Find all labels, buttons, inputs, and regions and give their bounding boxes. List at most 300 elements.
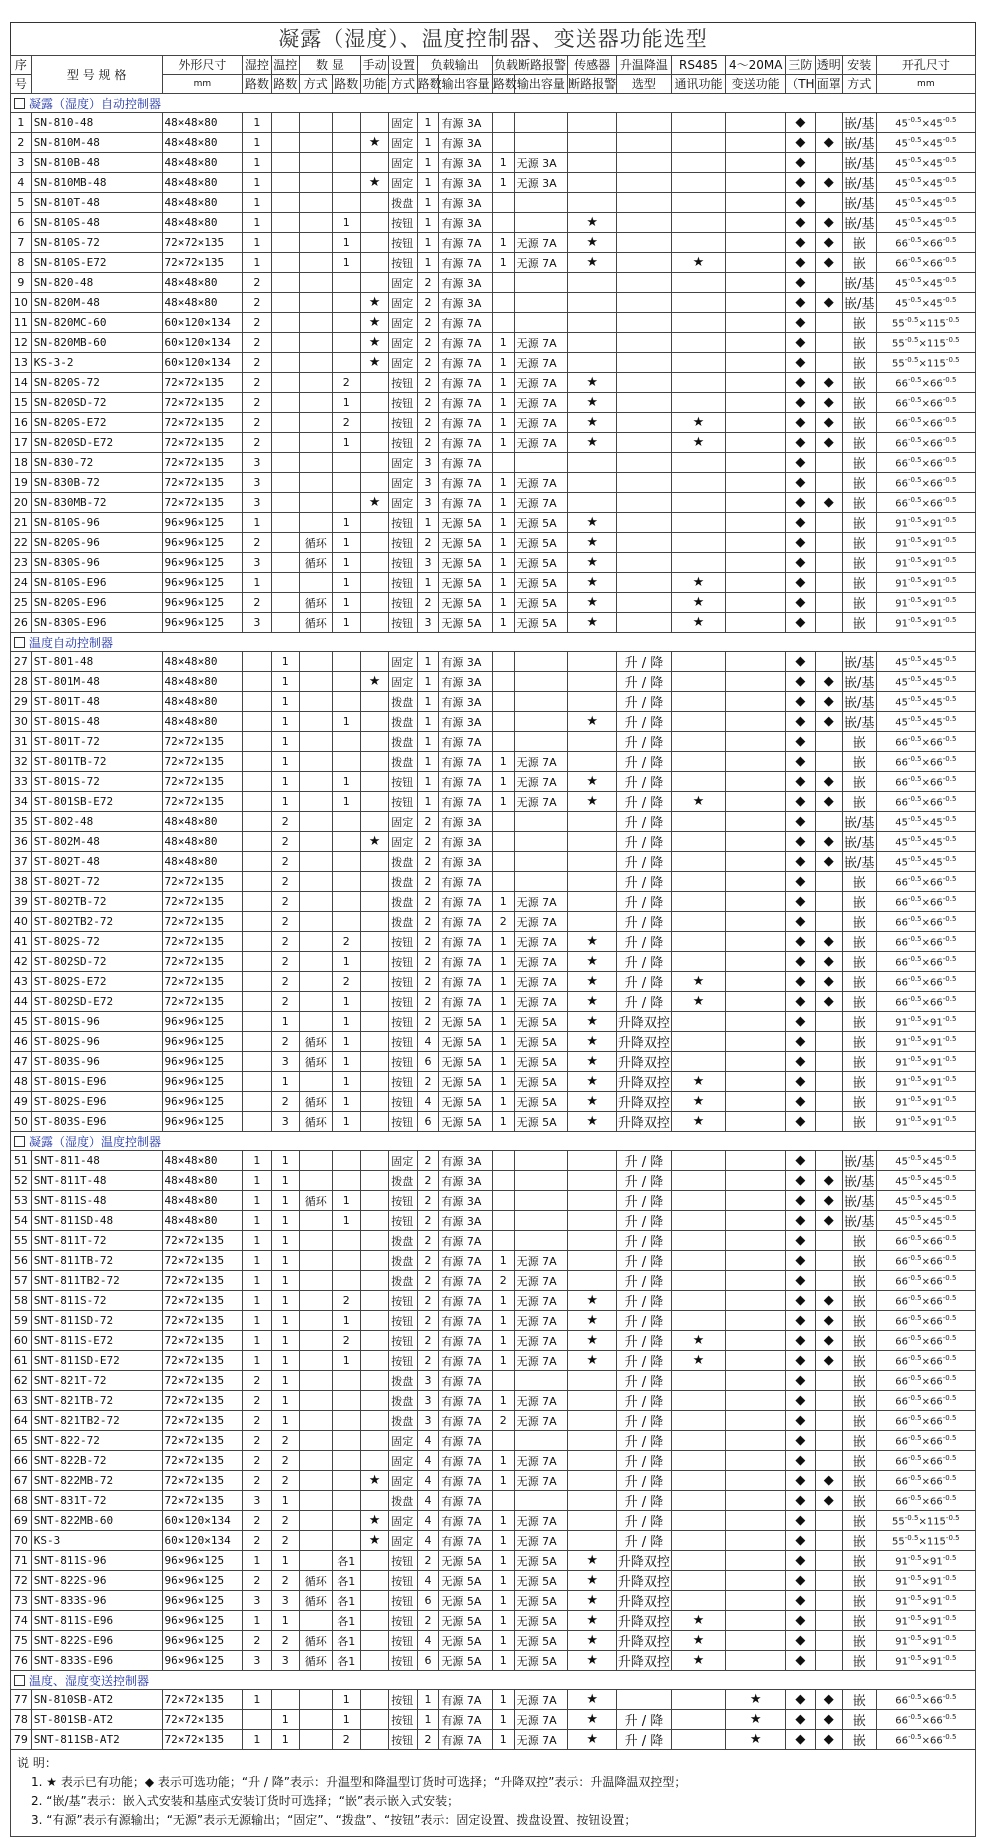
table-cell: 1 [492,433,514,453]
table-cell: ST-802S-96 [31,1032,162,1052]
table-cell: ★ [568,972,617,992]
table-cell: 35 [11,812,32,832]
table-cell [876,1351,975,1371]
table-cell: 4 [417,1471,439,1491]
tolerance: -0.5 [942,195,957,204]
cutout-width: 66 [895,977,908,989]
table-cell: ◆ [786,1211,815,1231]
table-cell [332,153,360,173]
table-cell [243,812,271,832]
table-cell [876,1052,975,1072]
table-cell [617,353,672,373]
table-cell: 2 [417,1151,439,1171]
table-cell: ★ [568,712,617,732]
tolerance: -0.5 [942,1613,957,1622]
tolerance: -0.5 [942,1692,957,1701]
table-cell [299,692,332,712]
cutout-width: 91 [895,578,908,590]
table-cell [568,912,617,932]
table-cell: 2 [417,1291,439,1311]
table-cell [492,293,514,313]
table-cell [360,233,388,253]
tolerance: -0.5 [942,215,957,224]
table-cell [360,1291,388,1311]
table-cell [492,712,514,732]
table-cell: 嵌/基 [842,1211,876,1231]
table-cell: 无源 5A [439,513,492,533]
table-cell [332,473,360,493]
table-cell: SNT-811S-72 [31,1291,162,1311]
table-cell: 嵌 [842,493,876,513]
table-cell: 1 [243,573,271,593]
table-cell [299,1491,332,1511]
table-cell [876,912,975,932]
table-cell: 1 [271,1371,299,1391]
table-cell: 2 [332,1331,360,1351]
table-cell [671,133,726,153]
table-cell: 1 [271,1291,299,1311]
table-cell: 嵌 [842,373,876,393]
times-symbol: × [921,1376,931,1388]
table-cell: 1 [271,732,299,752]
table-cell: 6 [417,1052,439,1072]
table-cell: 1 [11,113,32,133]
table-cell [243,1052,271,1072]
tolerance: -0.5 [907,1193,922,1202]
table-row [11,313,976,333]
tolerance: -0.5 [942,1573,957,1582]
table-cell [360,1710,388,1730]
table-cell [299,1072,332,1092]
table-cell: 1 [492,792,514,812]
table-cell: ★ [360,333,388,353]
table-cell [726,872,786,892]
table-cell: 无源 5A [514,1072,567,1092]
table-cell: 23 [11,553,32,573]
table-cell [671,1231,726,1251]
times-symbol: × [921,997,931,1009]
table-cell: 无源 7A [514,892,567,912]
table-cell [671,1491,726,1511]
table-cell [332,173,360,193]
table-cell: 72×72×135 [162,233,243,253]
table-cell: 2 [271,1571,299,1591]
table-cell [360,652,388,672]
times-symbol: × [921,1176,931,1188]
table-cell [815,1231,842,1251]
table-row [11,1331,976,1351]
cutout-height: 66 [930,1436,943,1448]
model-selection-table [10,55,976,1750]
table-cell: 各1 [332,1571,360,1591]
table-cell: 1 [332,533,360,553]
table-cell: 53 [11,1191,32,1211]
table-cell [876,1251,975,1271]
table-cell: 1 [271,672,299,692]
table-cell [492,652,514,672]
table-cell: ◆ [786,1112,815,1132]
table-row [11,792,976,812]
table-cell: 嵌 [842,892,876,912]
table-cell: 嵌 [842,1551,876,1571]
table-cell [726,1072,786,1092]
table-cell [514,1371,567,1391]
table-cell [876,1431,975,1451]
tolerance: -0.5 [907,1413,922,1422]
table-cell: 固定 [389,273,417,293]
tolerance: -0.5 [942,1333,957,1342]
table-cell [617,213,672,233]
table-cell: SN-810S-E96 [31,573,162,593]
table-row [11,1032,976,1052]
table-cell [815,333,842,353]
table-cell [726,193,786,213]
cutout-width: 66 [895,1715,908,1727]
table-cell [876,1391,975,1411]
table-cell [876,952,975,972]
table-cell [492,1211,514,1231]
table-cell [360,952,388,972]
table-row [11,213,976,233]
table-cell [876,732,975,752]
table-cell: 2 [417,852,439,872]
table-cell: 1 [271,1491,299,1511]
table-cell: 有源 3A [439,173,492,193]
cutout-width: 66 [895,418,908,430]
tolerance: -0.5 [907,435,922,444]
table-cell: 96×96×125 [162,1651,243,1671]
table-cell [876,1331,975,1351]
table-cell: 有源 3A [439,712,492,732]
table-cell: ◆ [786,812,815,832]
table-cell: 升 / 降 [617,892,672,912]
table-cell: 嵌 [842,1291,876,1311]
table-cell [332,133,360,153]
table-cell: 72×72×135 [162,413,243,433]
table-cell: 1 [332,952,360,972]
tolerance: -0.5 [907,175,922,184]
table-cell: ★ [360,353,388,373]
table-cell [815,1591,842,1611]
times-symbol: × [921,1077,931,1089]
table-cell [876,992,975,1012]
table-cell: ◆ [815,1471,842,1491]
table-row [11,852,976,872]
table-cell: ◆ [815,992,842,1012]
table-cell: 升 / 降 [617,1211,672,1231]
table-cell: 按钮 [389,1730,417,1750]
table-cell [815,513,842,533]
times-symbol: × [921,1396,931,1408]
table-cell: 1 [492,1471,514,1491]
table-cell: 20 [11,493,32,513]
tolerance: -0.5 [907,1433,922,1442]
table-cell: SNT-822S-96 [31,1571,162,1591]
table-cell: 升降双控 [617,1551,672,1571]
table-cell: ★ [360,1511,388,1531]
cutout-height: 45 [930,198,943,210]
section-title-label: 温度、湿度变送控制器 [29,1673,150,1688]
table-cell [492,213,514,233]
times-symbol: × [921,1336,931,1348]
table-cell [360,453,388,473]
table-cell [492,133,514,153]
table-cell: 1 [492,932,514,952]
table-cell [271,353,299,373]
table-cell: ◆ [786,1591,815,1611]
table-cell: 1 [332,1112,360,1132]
table-cell: SNT-833S-96 [31,1591,162,1611]
table-cell: 有源 7A [439,1331,492,1351]
table-cell: ★ [671,1072,726,1092]
table-cell [492,832,514,852]
cutout-width: 66 [895,997,908,1009]
table-cell: 嵌 [842,533,876,553]
table-cell: 63 [11,1391,32,1411]
table-cell: 40 [11,912,32,932]
table-cell: ◆ [815,413,842,433]
table-cell: 1 [332,712,360,732]
table-cell: 1 [417,253,439,273]
table-cell [243,892,271,912]
table-cell: 1 [243,1171,271,1191]
table-row [11,712,976,732]
table-cell [671,1411,726,1431]
tolerance: -0.5 [942,694,957,703]
table-cell [726,1511,786,1531]
tolerance: -0.5 [907,854,922,863]
table-cell: 47 [11,1052,32,1072]
table-cell: 嵌/基 [842,173,876,193]
table-cell [671,852,726,872]
table-cell: 1 [492,1591,514,1611]
table-cell [243,832,271,852]
table-cell: 固定 [389,493,417,513]
tolerance: -0.5 [907,1293,922,1302]
table-cell: 按钮 [389,513,417,533]
table-cell: 有源 7A [439,1730,492,1750]
table-cell [726,313,786,333]
table-cell: 无源 7A [514,932,567,952]
table-cell: ◆ [786,912,815,932]
table-cell [360,1052,388,1072]
table-cell [568,1511,617,1531]
table-cell: ◆ [786,453,815,473]
table-cell: 48×48×80 [162,193,243,213]
cutout-height: 66 [930,1316,943,1328]
table-cell: 升 / 降 [617,752,672,772]
cutout-height: 45 [930,278,943,290]
table-cell: 拨盘 [389,1171,417,1191]
table-cell [299,1471,332,1491]
table-row [11,1571,976,1591]
table-cell [568,293,617,313]
times-symbol: × [921,797,931,809]
table-cell: 96×96×125 [162,533,243,553]
table-cell: 嵌 [842,593,876,613]
table-cell [360,892,388,912]
header-cell: 负载断路报警 [492,56,567,75]
table-cell: 嵌 [842,1571,876,1591]
table-cell: ◆ [786,433,815,453]
table-cell: 72×72×135 [162,732,243,752]
table-cell [299,333,332,353]
table-cell: ◆ [815,692,842,712]
table-cell: 2 [271,992,299,1012]
times-symbol: × [921,538,931,550]
table-cell: 循环 [299,1191,332,1211]
table-cell [299,1251,332,1271]
table-cell: 嵌 [842,253,876,273]
table-cell: 1 [492,1072,514,1092]
table-cell [299,1690,332,1710]
table-cell: 3 [243,1591,271,1611]
table-cell: 1 [332,253,360,273]
table-cell [332,672,360,692]
cutout-height: 91 [930,1097,943,1109]
times-symbol: × [918,338,927,350]
table-cell [876,1471,975,1491]
table-cell [568,173,617,193]
table-cell [299,293,332,313]
table-cell [360,772,388,792]
table-cell: 1 [271,1551,299,1571]
table-cell [360,1251,388,1271]
table-cell [568,692,617,712]
table-cell: 1 [417,213,439,233]
table-cell [876,1371,975,1391]
table-cell: ST-801T-48 [31,692,162,712]
table-cell [299,712,332,732]
table-cell: 嵌 [842,972,876,992]
table-cell [360,273,388,293]
table-cell: 无源 7A [514,772,567,792]
header-cell: 序 [11,56,32,75]
cutout-height: 66 [930,438,943,450]
table-cell: 有源 3A [439,1151,492,1171]
table-cell: 嵌/基 [842,712,876,732]
table-cell [243,1092,271,1112]
table-cell: 2 [417,333,439,353]
table-cell [876,1710,975,1730]
cutout-width: 66 [895,438,908,450]
table-cell [360,373,388,393]
table-cell [815,1551,842,1571]
table-cell: ◆ [786,872,815,892]
cutout-height: 66 [930,1296,943,1308]
table-cell: 无源 5A [514,533,567,553]
table-cell [271,533,299,553]
tolerance: -0.5 [942,235,957,244]
table-cell: 1 [492,533,514,553]
table-cell: 2 [332,413,360,433]
table-cell [271,613,299,633]
tolerance: -0.5 [942,814,957,823]
table-cell [271,553,299,573]
table-cell: 2 [271,892,299,912]
table-cell: 1 [492,1391,514,1411]
table-cell: 1 [417,672,439,692]
table-cell [568,652,617,672]
table-cell [360,852,388,872]
table-cell: 无源 5A [439,1631,492,1651]
table-cell: 循环 [299,1052,332,1072]
table-cell: 72×72×135 [162,253,243,273]
table-cell [271,173,299,193]
table-cell: ★ [568,1730,617,1750]
times-symbol: × [921,1156,931,1168]
cutout-width: 91 [895,518,908,530]
table-row [11,1072,976,1092]
table-cell: 升 / 降 [617,1371,672,1391]
table-cell [671,173,726,193]
times-symbol: × [918,1516,927,1528]
table-cell [360,1231,388,1251]
table-cell: 固定 [389,1451,417,1471]
table-cell [726,533,786,553]
cutout-width: 55 [892,1536,905,1548]
times-symbol: × [921,238,931,250]
table-cell [299,872,332,892]
table-row [11,513,976,533]
checkbox-square-icon [14,1675,25,1686]
table-cell: 各1 [332,1611,360,1631]
table-cell [299,972,332,992]
table-cell: 1 [417,732,439,752]
table-cell [568,892,617,912]
table-cell: 2 [11,133,32,153]
tolerance: -0.5 [942,1273,957,1282]
table-cell: 14 [11,373,32,393]
table-cell [617,413,672,433]
table-cell: ◆ [786,1391,815,1411]
cutout-width: 66 [895,917,908,929]
table-cell: 拨盘 [389,1271,417,1291]
table-cell: 升 / 降 [617,1431,672,1451]
table-cell: 各1 [332,1591,360,1611]
table-cell: 2 [243,533,271,553]
table-cell [726,1092,786,1112]
table-cell [360,1491,388,1511]
table-cell: 嵌/基 [842,113,876,133]
table-cell [568,1531,617,1551]
header-cell: 面罩 [815,75,842,94]
table-cell [332,1251,360,1271]
table-cell: ◆ [786,952,815,972]
table-cell: 52 [11,1171,32,1191]
table-cell [568,732,617,752]
tolerance: -0.5 [942,654,957,663]
table-cell: SNT-811T-48 [31,1171,162,1191]
tolerance: -0.5 [942,834,957,843]
table-cell [617,533,672,553]
table-cell: 28 [11,672,32,692]
table-cell [514,652,567,672]
table-cell: 27 [11,652,32,672]
header-cell: 断路报警 [568,75,617,94]
table-cell [876,553,975,573]
table-cell: 1 [417,153,439,173]
table-cell: ◆ [786,1491,815,1511]
table-cell [360,1351,388,1371]
table-cell: ★ [360,173,388,193]
table-cell: 1 [417,513,439,533]
table-cell: 按钮 [389,1710,417,1730]
table-cell: 1 [332,1072,360,1092]
table-cell [726,1411,786,1431]
table-cell: 2 [417,393,439,413]
table-cell: 有源 7A [439,992,492,1012]
